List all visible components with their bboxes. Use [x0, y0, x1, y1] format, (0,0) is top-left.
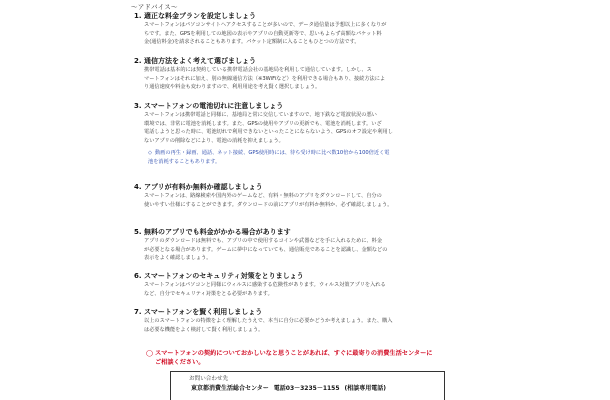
contact-line: [189, 384, 444, 393]
warning-text: スマートフォンの契約についておかしいなと思うことがあれば、すぐに最寄りの消費生活センターに: [155, 350, 433, 357]
section-text-line: スマートフォンは携帯電話と同様に、基地局と常に交信していますので、地下鉄など電波状況の悪い: [144, 112, 377, 118]
section-text-line: 表示をよく確認しましょう。: [144, 255, 212, 262]
phone-note: (相談専用電話): [344, 385, 387, 392]
section-text-line: 携帯電話は基本的には契約している携帯電話会社の基地局を利用して通信しています。しかし、ス: [144, 67, 372, 73]
warning-line: ご相談ください。: [155, 359, 205, 366]
section-text-line: ちです。また、GPSを利用しての地図の表示やアプリの自動更新等で、思いもよらず高額なパケット料: [144, 30, 382, 37]
section-text-line: 使いやすい仕様にすることができます。ダウンロードの前にアプリが有料か無料か、必ず確認しましょう。: [144, 201, 393, 208]
warning-line: [146, 349, 486, 358]
section-text-line: 環境では、非常に電池を消耗します。また、GPSの使用やアプリの更新でも、電池を消耗します。いざ: [144, 120, 382, 127]
note-text: 動画の再生・録画、通話、ネット接続、GPS使用時には、待ち受け時に比べ数10倍から100倍近く電: [155, 149, 390, 156]
battery-note: [134, 149, 474, 166]
section-text-line: ないアプリの削除などにより、電池の消耗を抑えましょう。: [144, 138, 284, 145]
section-text-line: が必要となる場合があります。ゲームに夢中になっていても、通信販売であることを認識し、金額などの: [144, 246, 388, 253]
advice-section-3: [134, 102, 474, 166]
section-text-line: 金(通信料金)を請求されることもあります。パケット定額制に入ることもひとつの方法です。: [144, 39, 360, 46]
diamond-bullet-icon: ◇: [148, 149, 152, 156]
section-body: [134, 21, 470, 47]
section-text-line: スマートフォンは、路線検索や国内外のゲームなど、有料・無料のアプリをダウンロードして、自分の: [144, 193, 382, 199]
section-title: 3. スマートフォンの電池切れに注意しましょう: [134, 102, 284, 110]
advice-section-5: [134, 228, 474, 263]
circle-icon: ◯: [146, 350, 153, 357]
page-heading: ～アドバイス～: [131, 3, 178, 11]
section-text-line: り通信速度や料金も変わりますので、利用用途を考え賢く選択しましょう。: [144, 84, 321, 91]
section-text-line: アプリのダウンロードは無料でも、アプリの中で使用するコインや武器などを手に入れるために、料金: [144, 238, 383, 244]
section-body: [134, 281, 470, 298]
section-title: 4. アプリが有料か無料か確認しましょう: [134, 183, 263, 191]
center-name: 東京都消費生活総合センター: [191, 385, 269, 392]
contact-box: [170, 371, 445, 400]
section-text-line: など、自分でセキュリティ対策をとる必要があります。: [144, 290, 273, 297]
section-text-line: マートフォンはそれに加え、別の無線通信方法（※3WiFiなど）を利用できる場合もあり、接続方法によ: [144, 75, 386, 82]
phone-number: 電話03－3235－1155: [273, 385, 340, 392]
section-text-line: 以上のスマートフォンの特徴をよく理解したうえで、本当に自分に必要かどうか考えましょう。また、購入: [144, 318, 393, 324]
section-text-line: スマートフォンはパソコンと同様にウィルスに感染する危険性があります。ウィルス対策アプリを入れる: [144, 282, 386, 288]
note-text-line: 池を消耗することもあります。: [148, 158, 221, 165]
advice-section-1: [134, 12, 474, 47]
section-body: [134, 317, 470, 334]
section-body: [134, 66, 470, 92]
section-title: 7. スマートフォンを賢く利用しましょう: [134, 308, 263, 316]
section-title: 1. 適正な料金プランを設定しましょう: [134, 12, 256, 20]
section-body: [134, 237, 470, 263]
section-title: 2. 通信方法をよく考えて選びましょう: [134, 57, 256, 65]
advice-section-6: [134, 272, 474, 298]
advice-section-7: [134, 308, 474, 334]
section-title: 6. スマートフォンのセキュリティ対策をとりましょう: [134, 272, 304, 280]
section-body: [134, 111, 470, 146]
advice-section-2: [134, 57, 474, 92]
section-text-line: スマートフォンはパソコンサイトへアクセスすることが多いので、データ通信量は予想以上に多くなりが: [144, 22, 387, 28]
section-title: 5. 無料のアプリでも料金がかかる場合があります: [134, 228, 291, 236]
section-text-line: は必要な機能をよく検討して賢く利用しましょう。: [144, 326, 264, 333]
consultation-warning: [146, 349, 486, 367]
section-text-line: 電話しようと思った時に、電池切れで利用できないといったことにならないよう、GPSのオフ設定や利用し: [144, 129, 393, 136]
advice-section-4: [134, 183, 474, 209]
note-text-line: [148, 149, 474, 158]
section-body: [134, 192, 470, 209]
contact-label: お問い合わせ先: [189, 376, 229, 382]
